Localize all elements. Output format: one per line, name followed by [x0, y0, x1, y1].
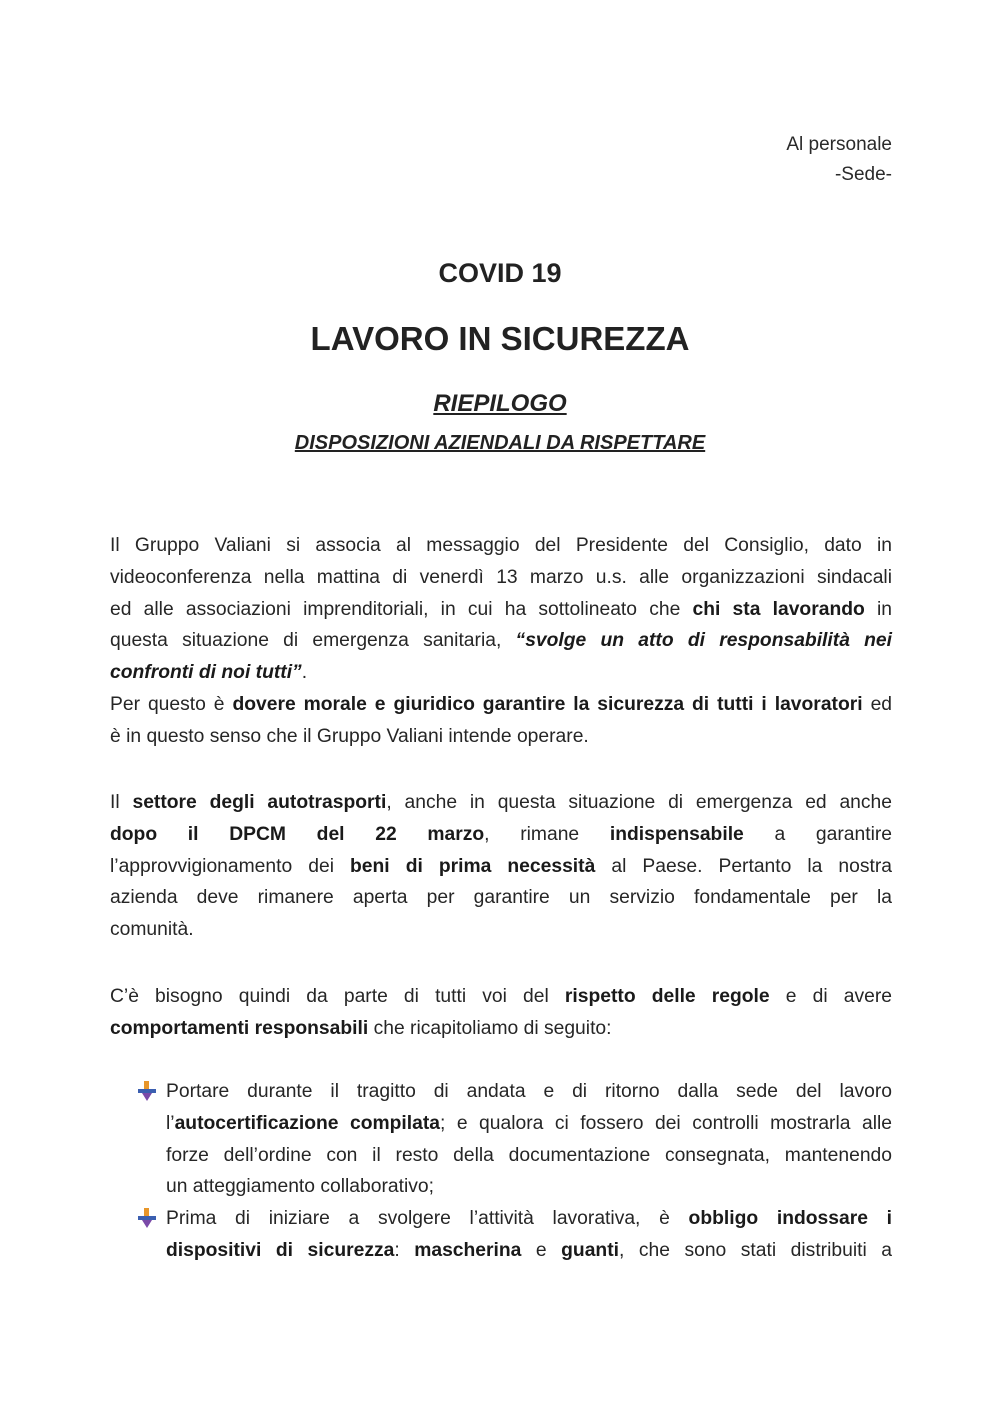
text-line: C’è bisogno quindi da parte di tutti voi del rispetto delle regole e di avere	[110, 986, 892, 1007]
text-line: questa situazione di emergenza sanitaria, “svolge un atto di responsabilità nei	[110, 630, 892, 652]
list-item	[136, 1203, 892, 1267]
heading-main: LAVORO IN SICUREZZA	[310, 320, 690, 357]
text-line: forze dell’ordine con il resto della documentazione consegnata, mantenendo	[166, 1144, 892, 1166]
text-line: è in questo senso che il Gruppo Valiani intende operare.	[110, 725, 589, 747]
heading-covid: COVID 19	[438, 258, 562, 288]
text-line: comportamenti responsabili che ricapitoliamo di seguito:	[110, 1017, 612, 1039]
text-line: l’autocertificazione compilata; e qualora ci fossero dei controlli mostrarla alle	[166, 1112, 892, 1134]
text-line: Il Gruppo Valiani si associa al messaggio del Presidente del Consiglio, dato in	[110, 535, 892, 556]
text-line: videoconferenza nella mattina di venerdì 13 marzo u.s. alle organizzazioni sindacali	[110, 566, 892, 588]
text-line: un atteggiamento collaborativo;	[166, 1176, 434, 1198]
paragraph-autotrasporti	[110, 787, 892, 946]
text-line: ed alle associazioni imprenditoriali, in cui ha sottolineato che chi sta lavorando in	[110, 598, 892, 620]
heading-riepilogo: RIEPILOGO	[433, 390, 567, 417]
text-line: comunità.	[110, 919, 194, 941]
paragraph-intro	[110, 530, 892, 753]
paragraph-regole	[110, 981, 892, 1045]
list-item	[136, 1076, 892, 1203]
text-line: l’approvvigionamento dei beni di prima necessità al Paese. Pertanto la nostra	[110, 855, 893, 877]
recipient-block	[786, 130, 892, 190]
bullet-arrow-icon	[136, 1207, 158, 1229]
bullet-arrow-icon	[136, 1080, 158, 1102]
text-line: azienda deve rimanere aperta per garantire un servizio fondamentale per la	[110, 887, 892, 909]
text-line: Il settore degli autotrasporti, anche in questa situazione di emergenza ed anche	[110, 792, 892, 813]
text-line: Prima di iniziare a svolgere l’attività lavorativa, è obbligo indossare i	[166, 1208, 892, 1230]
text-line: confronti di noi tutti”.	[110, 662, 308, 684]
recipient-line-2: -Sede-	[834, 164, 892, 185]
rules-list	[136, 1076, 892, 1267]
text-line: Portare durante il tragitto di andata e di ritorno dalla sede del lavoro	[166, 1081, 892, 1102]
text-line: dispositivi di sicurezza: mascherina e guanti, che sono stati distribuiti a	[166, 1239, 892, 1261]
heading-disposizioni: DISPOSIZIONI AZIENDALI DA RISPETTARE	[294, 432, 706, 454]
recipient-line-1: Al personale	[786, 134, 892, 155]
text-line: Per questo è dovere morale e giuridico garantire la sicurezza di tutti i lavoratori ed	[110, 693, 893, 715]
text-line: dopo il DPCM del 22 marzo, rimane indispensabile a garantire	[110, 823, 892, 845]
